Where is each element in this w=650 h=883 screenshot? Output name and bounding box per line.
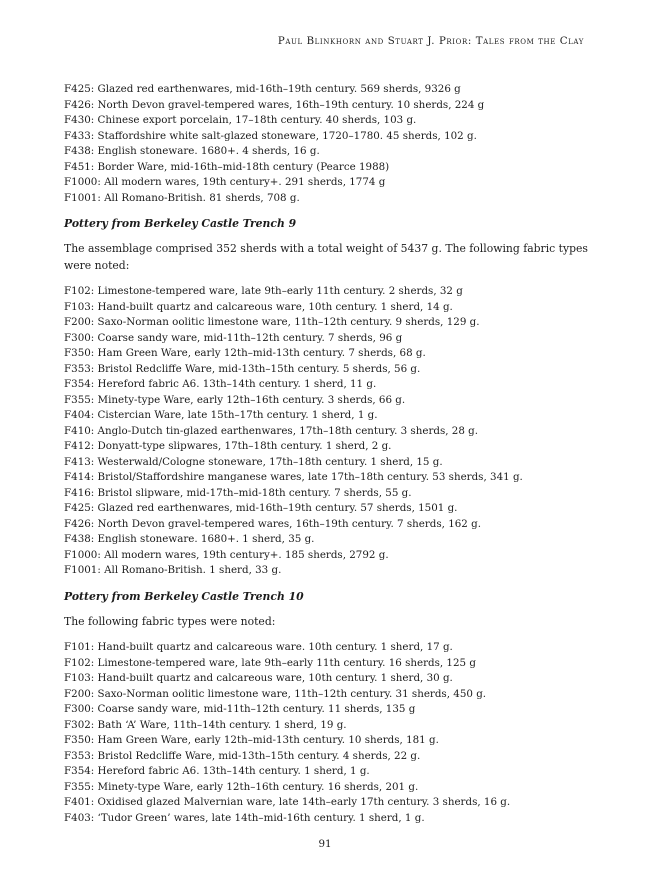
fabric-list-item: F410: Anglo-Dutch tin-glazed earthenwares, 17th–18th century. 3 sherds, 28 g. [64,424,479,437]
fabric-list-item: F200: Saxo-Norman oolitic limestone ware, 11th–12th century. 31 sherds, 450 g. [64,687,487,700]
fabric-list-item: F451: Border Ware, mid-16th–mid-18th century (Pearce 1988) [64,160,390,173]
running-head: Paul Blinkhorn and Stuart J. Prior: Tales from the Clay [277,36,584,47]
fabric-list-item: F354: Hereford fabric A6. 13th–14th century. 1 sherd, 11 g. [64,378,377,390]
fabric-list-item: F302: Bath ‘A’ Ware, 11th–14th century. 1 sherd, 19 g. [64,718,347,731]
fabric-list-item: F355: Minety-type Ware, early 12th–16th century. 3 sherds, 66 g. [64,393,406,406]
fabric-list-item: F416: Bristol slipware, mid-17th–mid-18th century. 7 sherds, 55 g. [64,486,412,499]
fabric-list-item: F404: Cistercian Ware, late 15th–17th century. 1 sherd, 1 g. [64,409,378,421]
fabric-list-item: F401: Oxidised glazed Malvernian ware, late 14th–early 17th century. 3 sherds, 16 g. [64,796,511,808]
fabric-list-item: F412: Donyatt-type slipwares, 17th–18th century. 1 sherd, 2 g. [64,440,392,452]
fabric-list-item: F300: Coarse sandy ware, mid-11th–12th century. 11 sherds, 135 g [64,703,416,715]
fabric-list-item: F426: North Devon gravel-tempered wares, 16th–19th century. 7 sherds, 162 g. [64,517,481,530]
fabric-list-item: F430: Chinese export porcelain, 17–18th century. 40 sherds, 103 g. [64,114,417,126]
fabric-list-item: F426: North Devon gravel-tempered wares, 16th–19th century. 10 sherds, 224 g [64,98,485,111]
fabric-list-trench-10 [64,640,588,826]
fabric-list-item: F200: Saxo-Norman oolitic limestone ware, 11th–12th century. 9 sherds, 129 g. [64,316,480,328]
fabric-list-item: F403: ‘Tudor Green’ wares, late 14th–mid-16th century. 1 sherd, 1 g. [64,811,425,824]
fabric-list-item: F438: English stoneware. 1680+. 4 sherds, 16 g. [64,145,320,157]
fabric-list-item: F300: Coarse sandy ware, mid-11th–12th century. 7 sherds, 96 g [64,331,403,344]
fabric-list-item: F414: Bristol/Staffordshire manganese wares, late 17th–18th century. 53 sherds, 341 g. [64,471,523,483]
fabric-list-item: F1001: All Romano-British. 81 sherds, 708 g. [64,191,300,204]
section-heading-trench-9: Pottery from Berkeley Castle Trench 9 [64,217,297,230]
intro-paragraph-trench-9: The assemblage comprised 352 sherds with a total weight of 5437 g. The following fabric types were noted: [64,242,588,272]
fabric-list-item: F413: Westerwald/Cologne stoneware, 17th–18th century. 1 sherd, 15 g. [64,455,443,468]
fabric-list-item: F101: Hand-built quartz and calcareous ware. 10th century. 1 sherd, 17 g. [64,641,453,653]
intro-paragraph-trench-10: The following fabric types were noted: [64,614,276,628]
fabric-list-item: F438: English stoneware. 1680+. 1 sherd, 35 g. [64,533,315,545]
fabric-list-item: F102: Limestone-tempered ware, late 9th–early 11th century. 16 sherds, 125 g [64,656,476,669]
fabric-list-item: F425: Glazed red earthenwares, mid-16th–19th century. 569 sherds, 9326 g [64,83,461,95]
fabric-list-trench-9 [64,284,588,579]
page-number: 91 [318,838,332,850]
fabric-list-item: F103: Hand-built quartz and calcareous ware, 10th century. 1 sherd, 14 g. [64,300,453,313]
fabric-list-item: F350: Ham Green Ware, early 12th–mid-13th century. 7 sherds, 68 g. [64,347,426,359]
fabric-list-item: F425: Glazed red earthenwares, mid-16th–19th century. 57 sherds, 1501 g. [64,502,458,514]
fabric-list-item: F103: Hand-built quartz and calcareous ware, 10th century. 1 sherd, 30 g. [64,672,453,684]
fabric-list-item: F353: Bristol Redcliffe Ware, mid-13th–15th century. 5 sherds, 56 g. [64,362,421,375]
fabric-list-item: F350: Ham Green Ware, early 12th–mid-13th century. 10 sherds, 181 g. [64,734,439,746]
fabric-list-continued [64,82,588,206]
fabric-list-item: F1000: All modern wares, 19th century+. 185 sherds, 2792 g. [64,548,389,561]
section-heading-trench-10: Pottery from Berkeley Castle Trench 10 [64,589,304,603]
fabric-list-item: F1000: All modern wares, 19th century+. 291 sherds, 1774 g [64,176,386,188]
fabric-list-item: F354: Hereford fabric A6. 13th–14th century. 1 sherd, 1 g. [64,765,370,777]
fabric-list-item: F355: Minety-type Ware, early 12th–16th century. 16 sherds, 201 g. [64,780,419,793]
page-content [64,82,588,826]
fabric-list-item: F1001: All Romano-British. 1 sherd, 33 g. [64,564,282,576]
fabric-list-item: F353: Bristol Redcliffe Ware, mid-13th–15th century. 4 sherds, 22 g. [64,749,421,762]
fabric-list-item: F102: Limestone-tempered ware, late 9th–early 11th century. 2 sherds, 32 g [64,285,463,297]
fabric-list-item: F433: Staffordshire white salt-glazed stoneware, 1720–1780. 45 sherds, 102 g. [64,129,477,142]
